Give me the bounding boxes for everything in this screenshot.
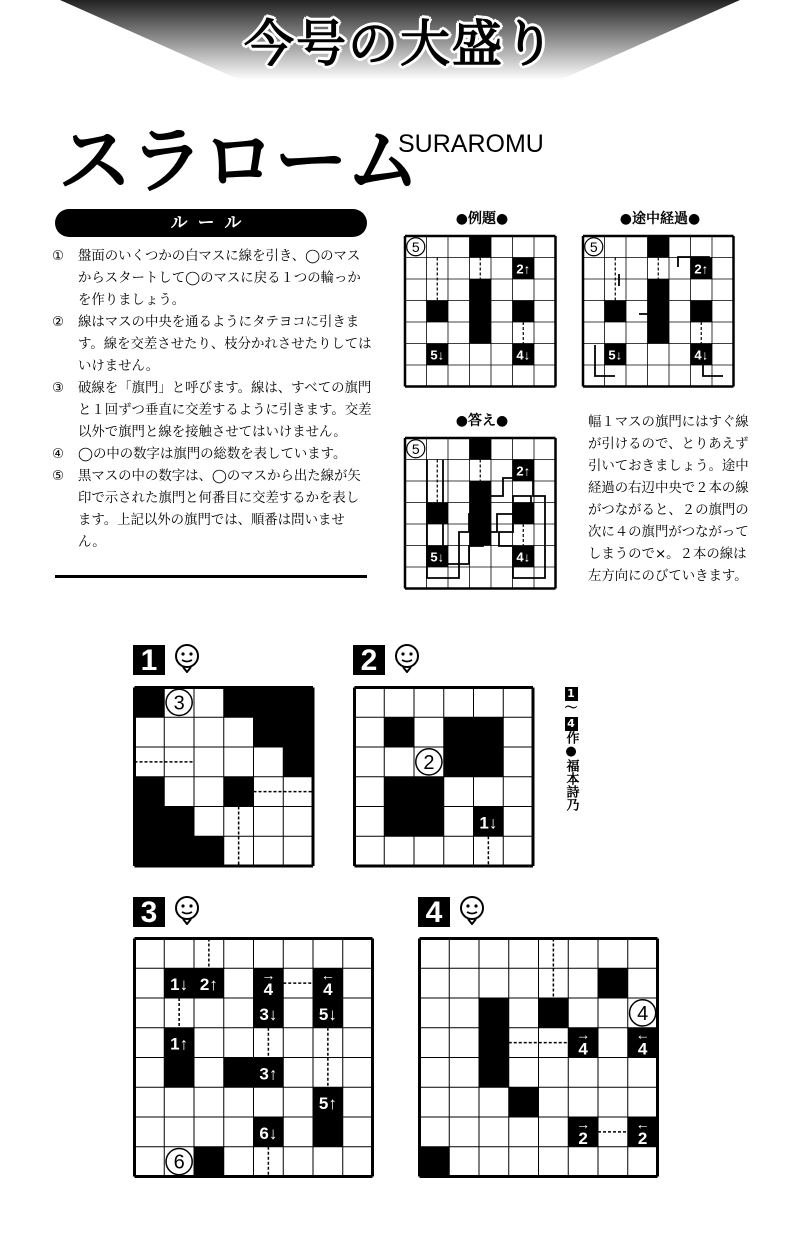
rule-item <box>52 444 372 466</box>
rule-number: ③ <box>52 381 65 396</box>
black-cell <box>648 322 670 344</box>
clue-number: 4 <box>637 1039 648 1059</box>
clue-arrow: → <box>576 1026 591 1043</box>
example-grid <box>403 234 559 390</box>
author-credit <box>562 686 580 811</box>
credit-from: 1 <box>565 687 578 701</box>
clue-arrow: → <box>576 1115 591 1132</box>
black-cell <box>224 688 254 718</box>
puzzle-grid-4[interactable] <box>418 937 659 1178</box>
puzzle-number-box: 3 <box>133 897 165 927</box>
black-cell <box>164 1058 194 1088</box>
circle-number: 6 <box>173 1151 185 1174</box>
rule-item <box>52 466 372 554</box>
black-cell <box>470 279 492 301</box>
black-cell <box>224 777 254 807</box>
answer-grid <box>403 436 559 592</box>
black-cell <box>648 301 670 323</box>
clue-number: 2↑ <box>199 975 218 995</box>
black-cell <box>474 747 504 777</box>
rule-number: ① <box>52 249 65 264</box>
clue-number: 5↓ <box>608 347 623 363</box>
clue-number: 5↓ <box>430 549 445 565</box>
black-cell <box>470 438 492 460</box>
rule-text: 盤面のいくつかの白マスに線を引き、◯のマスからスタートして◯のマスに戻る１つの輪っかを作りましょう。 <box>78 249 361 308</box>
clue-number: 1↓ <box>479 813 498 833</box>
puzzle-number <box>133 643 200 677</box>
black-cell <box>384 807 414 837</box>
clue-number: 2↑ <box>694 261 709 277</box>
black-cell <box>470 236 492 258</box>
black-cell <box>164 836 194 866</box>
circle-number: 2 <box>423 751 435 774</box>
difficulty-face-icon <box>459 895 485 929</box>
clue-arrow: ← <box>320 967 335 984</box>
midway-grid <box>581 234 737 390</box>
clue-arrow: ← <box>635 1026 650 1043</box>
black-cell <box>164 807 194 837</box>
black-cell <box>420 1147 450 1177</box>
rule-number: ② <box>52 315 65 330</box>
black-cell <box>135 807 165 837</box>
credit-sep: 〜 <box>564 701 578 716</box>
black-cell <box>224 1058 254 1088</box>
clue-number: 6↓ <box>259 1123 278 1143</box>
rule-number: ⑤ <box>52 469 65 484</box>
black-cell <box>254 717 284 747</box>
black-cell <box>444 717 474 747</box>
black-cell <box>605 301 627 323</box>
puzzle-number <box>418 895 485 929</box>
puzzle-number <box>133 895 200 929</box>
puzzle-number-box: 1 <box>133 645 165 675</box>
puzzle-number-box: 4 <box>418 897 450 927</box>
clue-number: 5↓ <box>318 1004 337 1024</box>
clue-number: 1← <box>195 753 223 773</box>
clue-number: 5↑ <box>318 1094 337 1114</box>
clue-number: 4 <box>323 980 333 1000</box>
clue-number: 4↓ <box>516 549 531 565</box>
clue-number: 1↓ <box>170 975 189 995</box>
rule-item <box>52 312 372 378</box>
answer-label: ●答え● <box>455 413 509 429</box>
banner-title: 今号の大盛り <box>244 15 556 73</box>
puzzle-number <box>353 643 420 677</box>
clue-arrow: → <box>261 967 276 984</box>
circle-number: 4 <box>637 1002 649 1025</box>
puzzle-grid-2[interactable] <box>353 686 535 868</box>
black-cell <box>283 747 313 777</box>
divider <box>55 575 367 578</box>
black-cell <box>313 1117 343 1147</box>
black-cell <box>691 301 713 323</box>
black-cell <box>135 836 165 866</box>
black-cell <box>648 236 670 258</box>
rule-number: ④ <box>52 447 65 462</box>
credit-tail: 作●福本詩乃 <box>563 731 579 811</box>
clue-number: 3↓ <box>259 1004 278 1024</box>
black-cell <box>509 1087 539 1117</box>
black-cell <box>470 322 492 344</box>
puzzle-grid-3[interactable] <box>133 937 374 1178</box>
page-title: スラローム <box>58 118 418 204</box>
page-subtitle: SURAROMU <box>398 130 544 158</box>
clue-number: 2 <box>637 1128 648 1148</box>
black-cell <box>648 279 670 301</box>
rule-text: 線はマスの中央を通るようにタテヨコに引きます。線を交差させたり、枝分かれさせたりしてはいけません。 <box>78 315 372 374</box>
clue-number: 5↓ <box>430 347 445 363</box>
black-cell <box>135 688 165 718</box>
black-cell <box>427 301 449 323</box>
difficulty-face-icon <box>174 643 200 677</box>
clue-number: 2 <box>578 1128 588 1148</box>
clue-arrow: ← <box>635 1115 650 1132</box>
black-cell <box>194 836 224 866</box>
black-cell <box>474 717 504 747</box>
black-cell <box>194 1147 224 1177</box>
black-cell <box>539 998 569 1028</box>
circle-number: 3 <box>173 692 185 715</box>
example-label: ●例題● <box>455 211 509 227</box>
black-cell <box>283 688 313 718</box>
black-cell <box>479 998 509 1028</box>
black-cell <box>479 1058 509 1088</box>
rules-heading: ルール <box>55 209 367 237</box>
puzzle-grid-1[interactable] <box>133 686 315 868</box>
black-cell <box>414 807 444 837</box>
clue-number: 4↓ <box>694 347 709 363</box>
credit-to: 4 <box>565 717 578 731</box>
black-cell <box>470 524 492 546</box>
black-cell <box>598 968 628 998</box>
puzzle-number-box: 2 <box>353 645 385 675</box>
clue-number: 2↑ <box>516 261 531 277</box>
clue-number: 4↓ <box>516 347 531 363</box>
black-cell <box>479 1028 509 1058</box>
rules-list <box>52 246 372 554</box>
black-cell <box>384 777 414 807</box>
rule-text: 黒マスの中の数字は、◯のマスから出た線が矢印で示された旗門と何番目に交差するかを表します。上記以外の旗門では、順番は問いません。 <box>78 469 361 550</box>
black-cell <box>384 717 414 747</box>
black-cell <box>254 688 284 718</box>
clue-number: 3↑ <box>259 1064 278 1084</box>
explanation-text: 幅１マスの旗門にはすぐ線が引けるので、とりあえず引いておきましょう。途中経過の右辺中央で２本の線がつながると、２の旗門の次に４の旗門がつながってしまうので×。２本の線は左方向にのびていきます。 <box>588 415 749 584</box>
rule-item <box>52 378 372 444</box>
black-cell <box>444 747 474 777</box>
circle-number: 5 <box>589 238 598 255</box>
clue-number: 1↑ <box>170 1034 189 1054</box>
circle-number: 5 <box>411 238 420 255</box>
difficulty-face-icon <box>394 643 420 677</box>
black-cell <box>470 301 492 323</box>
black-cell <box>427 503 449 525</box>
black-cell <box>283 717 313 747</box>
black-cell <box>513 301 535 323</box>
midway-label: ●途中経過● <box>619 211 701 227</box>
difficulty-face-icon <box>174 895 200 929</box>
clue-number: 2↑ <box>516 463 531 479</box>
rule-text: ◯の中の数字は旗門の総数を表しています。 <box>78 447 347 462</box>
rule-text: 破線を「旗門」と呼びます。線は、すべての旗門と１回ずつ垂直に交差するように引きます。交差以外で旗門と線を接触させてはいけません。 <box>78 381 372 440</box>
clue-number: 4 <box>263 980 274 1000</box>
circle-number: 5 <box>411 440 420 457</box>
rule-item <box>52 246 372 312</box>
black-cell <box>414 777 444 807</box>
clue-number: 4 <box>578 1039 588 1059</box>
black-cell <box>135 777 165 807</box>
